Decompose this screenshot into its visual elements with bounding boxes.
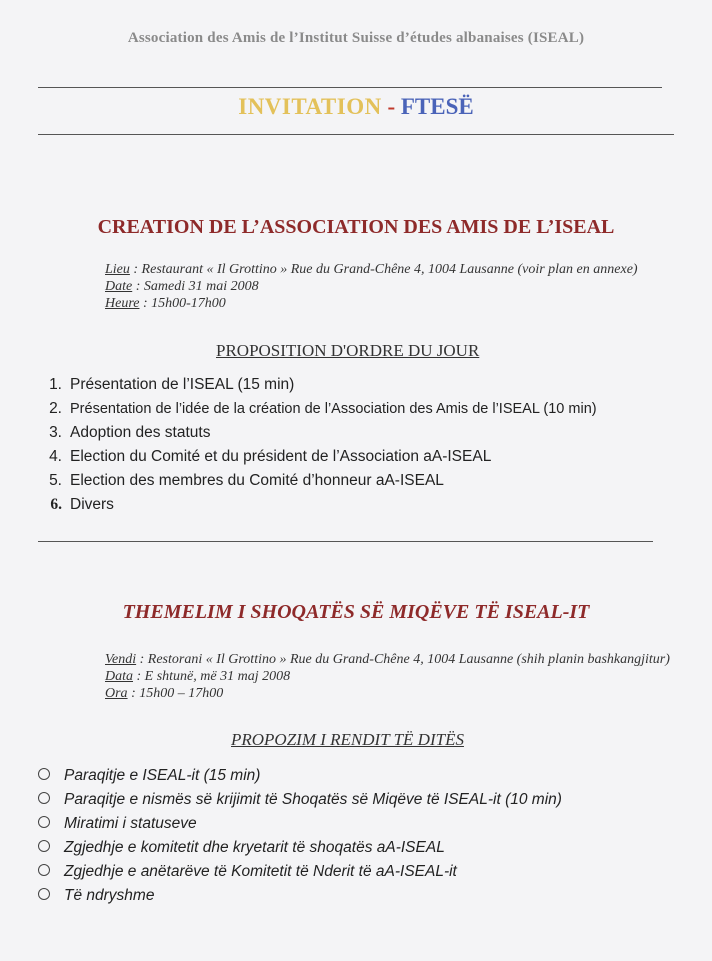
invitation-heading [0, 94, 712, 120]
sq-date-value: : E shtunë, më 31 maj 2008 [133, 669, 291, 684]
top-divider-1 [38, 87, 662, 88]
sq-agenda-text: Zgjedhje e anëtarëve të Komitetit të Nderit të aA-ISEAL-it [64, 863, 457, 880]
sq-time-row [105, 685, 670, 702]
fr-time-value: : 15h00-17h00 [139, 296, 226, 311]
circle-bullet-icon [38, 816, 50, 828]
fr-section-title: CREATION DE L’ASSOCIATION DES AMIS DE L’ISEAL [97, 216, 615, 238]
fr-place-label: Lieu [105, 262, 130, 277]
fr-agenda-item [36, 424, 210, 442]
circle-bullet-icon [38, 768, 50, 780]
sq-agenda-text: Zgjedhje e komitetit dhe kryetarit të shoqatës aA-ISEAL [64, 839, 445, 856]
fr-agenda-text: Adoption des statuts [70, 424, 211, 441]
circle-bullet-icon [38, 864, 50, 876]
organization-title: Association des Amis de l’Institut Suisse d’études albanaises (ISEAL) [127, 30, 585, 46]
fr-agenda-item [36, 496, 114, 514]
sq-agenda-item [38, 863, 457, 881]
sq-agenda-item [38, 767, 260, 785]
sq-agenda-heading: PROPOZIM I RENDIT TË DITËS [231, 730, 464, 749]
sq-agenda-item [38, 791, 562, 809]
fr-agenda-item [36, 472, 444, 490]
sq-details [105, 651, 670, 702]
top-divider-2 [38, 134, 674, 135]
sq-time-label: Ora [105, 686, 128, 701]
middle-divider [38, 541, 653, 542]
sq-agenda-item [38, 839, 445, 857]
fr-agenda-text: Divers [70, 496, 114, 513]
invitation-separator: - [381, 94, 401, 119]
sq-place-row [105, 651, 670, 668]
fr-agenda-text: Présentation de l’idée de la création de l’Association des Amis de l’ISEAL (10 min) [70, 401, 597, 417]
fr-agenda-text: Election des membres du Comité d’honneur aA-ISEAL [70, 472, 444, 489]
fr-agenda-number: 2. [49, 400, 62, 417]
fr-agenda-item [36, 376, 294, 394]
sq-agenda-text: Miratimi i statuseve [64, 815, 197, 832]
sq-agenda-item [38, 887, 154, 905]
fr-place-row [105, 261, 638, 278]
sq-agenda-text: Të ndryshme [64, 887, 155, 904]
fr-agenda-number: 1. [49, 376, 62, 393]
fr-agenda-heading: PROPOSITION D'ORDRE DU JOUR [216, 341, 480, 360]
fr-agenda-text: Présentation de l’ISEAL (15 min) [70, 376, 295, 393]
sq-agenda-text: Paraqitje e nismës së krijimit të Shoqatës së Miqëve të ISEAL-it (10 min) [64, 791, 562, 808]
fr-agenda-text: Election du Comité et du président de l’Association aA-ISEAL [70, 448, 492, 465]
fr-time-row [105, 295, 638, 312]
sq-time-value: : 15h00 – 17h00 [127, 686, 224, 701]
fr-agenda-number: 3. [49, 424, 62, 441]
sq-agenda-item [38, 815, 197, 833]
circle-bullet-icon [38, 792, 50, 804]
circle-bullet-icon [38, 840, 50, 852]
circle-bullet-icon [38, 888, 50, 900]
fr-date-value: : Samedi 31 mai 2008 [132, 279, 259, 294]
fr-agenda-number: 6. [50, 496, 62, 513]
invitation-sq: FTESË [400, 94, 474, 119]
sq-place-value: : Restorani « Il Grottino » Rue du Grand-Chêne 4, 1004 Lausanne (shih planin bashkangjitur) [136, 652, 670, 667]
fr-agenda-item [36, 400, 597, 418]
fr-place-value: : Restaurant « Il Grottino » Rue du Grand-Chêne 4, 1004 Lausanne (voir plan en annexe) [129, 262, 638, 277]
sq-date-row [105, 668, 670, 685]
fr-date-row [105, 278, 638, 295]
sq-section-title: THEMELIM I SHOQATËS SË MIQËVE TË ISEAL-IT [122, 601, 590, 623]
fr-details [105, 261, 638, 312]
fr-agenda-number: 4. [49, 448, 62, 465]
invitation-fr: INVITATION [238, 94, 382, 119]
fr-date-label: Date [105, 279, 133, 294]
fr-agenda-item [36, 448, 491, 466]
fr-time-label: Heure [105, 296, 140, 311]
sq-date-label: Data [105, 669, 133, 684]
sq-agenda-text: Paraqitje e ISEAL-it (15 min) [64, 767, 261, 784]
sq-place-label: Vendi [105, 652, 137, 667]
fr-agenda-number: 5. [49, 472, 62, 489]
